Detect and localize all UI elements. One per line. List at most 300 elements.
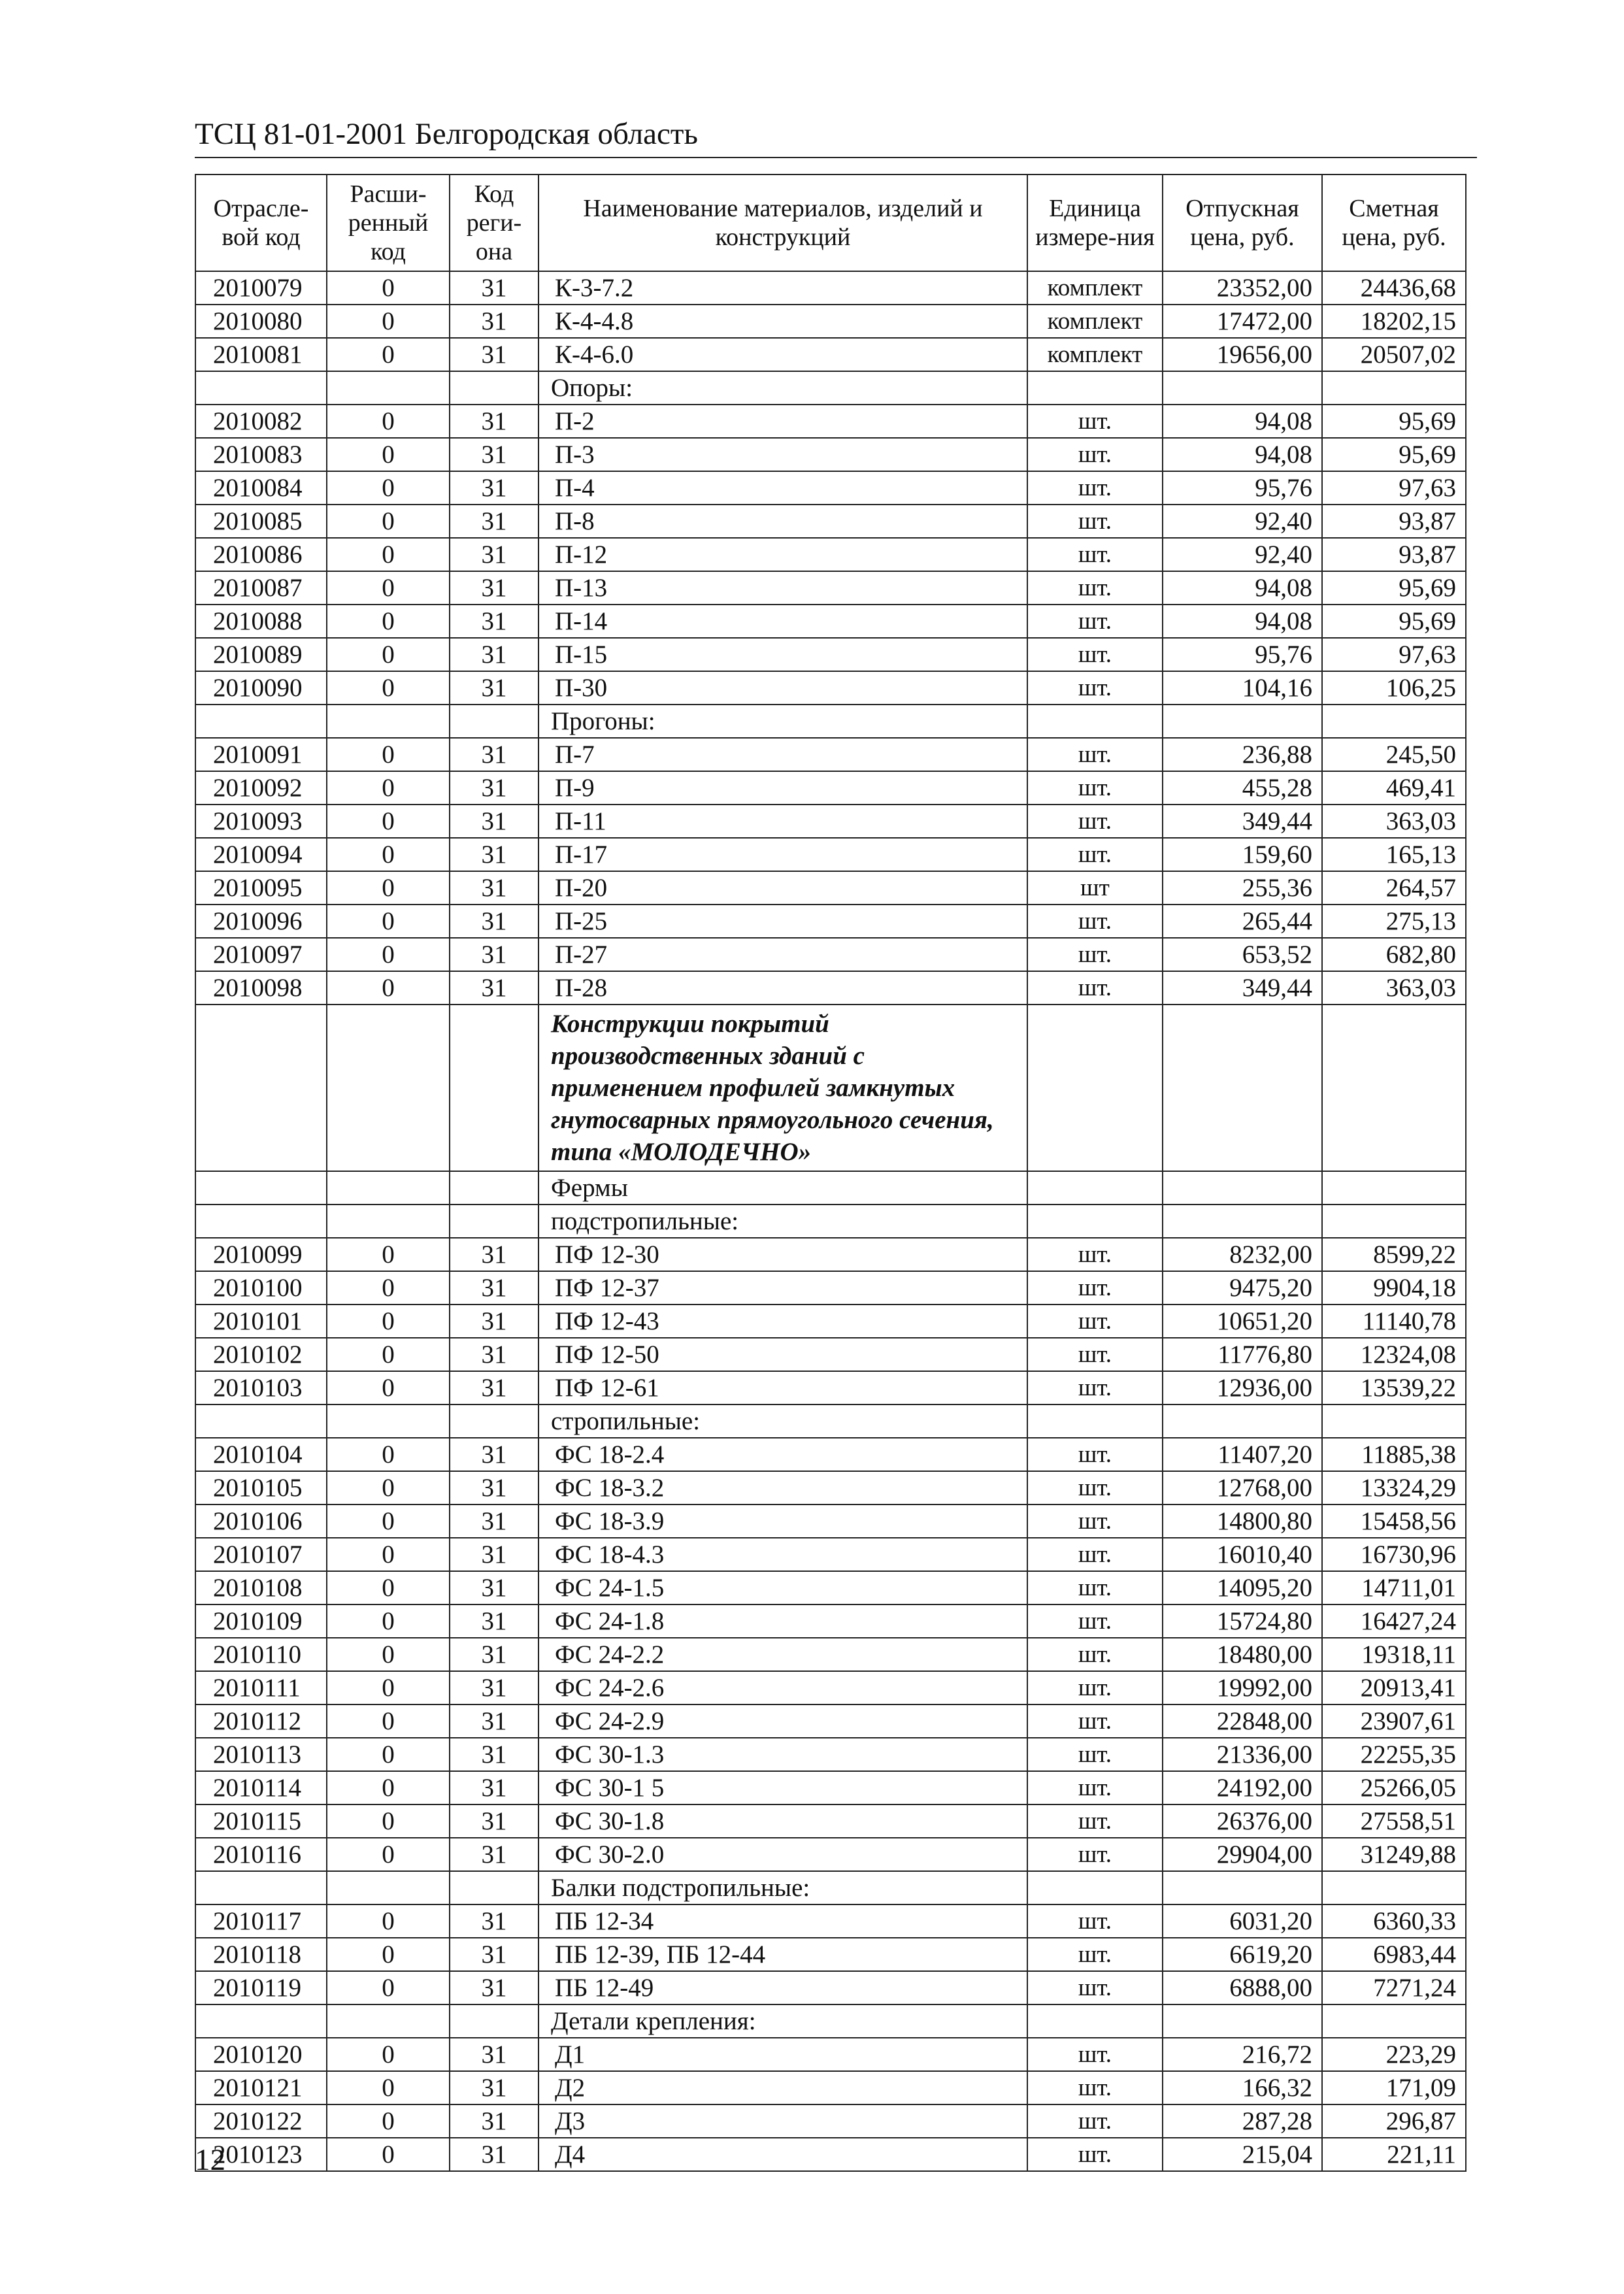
cell-region-code: 31 bbox=[450, 805, 539, 838]
cell-estimate-price: 165,13 bbox=[1322, 838, 1466, 871]
cell-sector-code: 2010105 bbox=[195, 1471, 327, 1504]
cell-extended-code bbox=[327, 1171, 450, 1205]
table-row bbox=[195, 571, 1466, 605]
cell-estimate-price: 245,50 bbox=[1322, 738, 1466, 771]
cell-region-code: 31 bbox=[450, 1804, 539, 1838]
cell-sector-code: 2010120 bbox=[195, 2038, 327, 2071]
cell-unit: шт. bbox=[1027, 671, 1163, 705]
cell-estimate-price: 11140,78 bbox=[1322, 1305, 1466, 1338]
cell-sector-code: 2010113 bbox=[195, 1738, 327, 1771]
cell-extended-code: 0 bbox=[327, 871, 450, 905]
cell-sector-code bbox=[195, 1405, 327, 1438]
cell-unit: шт. bbox=[1027, 2038, 1163, 2071]
cell-extended-code: 0 bbox=[327, 471, 450, 505]
cell-extended-code: 0 bbox=[327, 438, 450, 471]
cell-estimate-price: 363,03 bbox=[1322, 805, 1466, 838]
cell-sector-code: 2010116 bbox=[195, 1838, 327, 1871]
cell-region-code: 31 bbox=[450, 538, 539, 571]
cell-release-price: 12936,00 bbox=[1163, 1371, 1322, 1405]
cell-material-name: П-25 bbox=[539, 905, 1027, 938]
cell-extended-code: 0 bbox=[327, 905, 450, 938]
cell-unit: шт. bbox=[1027, 2104, 1163, 2138]
cell-sector-code: 2010094 bbox=[195, 838, 327, 871]
cell-extended-code: 0 bbox=[327, 838, 450, 871]
cell-unit: шт. bbox=[1027, 538, 1163, 571]
cell-material-name: П-4 bbox=[539, 471, 1027, 505]
cell-unit: шт. bbox=[1027, 638, 1163, 671]
cell-unit: шт. bbox=[1027, 1738, 1163, 1771]
table-row bbox=[195, 1738, 1466, 1771]
cell-material-name: ПБ 12-34 bbox=[539, 1904, 1027, 1938]
table-row bbox=[195, 1538, 1466, 1571]
cell-release-price bbox=[1163, 705, 1322, 738]
cell-sector-code: 2010091 bbox=[195, 738, 327, 771]
cell-sector-code: 2010079 bbox=[195, 271, 327, 305]
cell-region-code bbox=[450, 1871, 539, 1904]
table-row bbox=[195, 1271, 1466, 1305]
cell-extended-code: 0 bbox=[327, 571, 450, 605]
cell-estimate-price: 6983,44 bbox=[1322, 1938, 1466, 1971]
cell-material-name: ФС 18-3.9 bbox=[539, 1504, 1027, 1538]
cell-release-price: 159,60 bbox=[1163, 838, 1322, 871]
cell-extended-code: 0 bbox=[327, 1338, 450, 1371]
cell-region-code: 31 bbox=[450, 1904, 539, 1938]
cell-release-price: 653,52 bbox=[1163, 938, 1322, 971]
cell-region-code: 31 bbox=[450, 338, 539, 371]
cell-region-code: 31 bbox=[450, 871, 539, 905]
cell-material-name: ФС 24-2.2 bbox=[539, 1638, 1027, 1671]
cell-unit: шт. bbox=[1027, 805, 1163, 838]
cell-release-price bbox=[1163, 1171, 1322, 1205]
cell-region-code: 31 bbox=[450, 305, 539, 338]
cell-region-code: 31 bbox=[450, 838, 539, 871]
cell-unit: шт. bbox=[1027, 2138, 1163, 2171]
cell-sector-code: 2010108 bbox=[195, 1571, 327, 1604]
cell-release-price: 19656,00 bbox=[1163, 338, 1322, 371]
cell-release-price: 19992,00 bbox=[1163, 1671, 1322, 1704]
section-heading: Опоры: bbox=[539, 371, 1027, 405]
cell-material-name: П-13 bbox=[539, 571, 1027, 605]
cell-estimate-price: 23907,61 bbox=[1322, 1704, 1466, 1738]
cell-release-price bbox=[1163, 1205, 1322, 1238]
cell-unit: шт. bbox=[1027, 1271, 1163, 1305]
cell-region-code: 31 bbox=[450, 1471, 539, 1504]
cell-region-code bbox=[450, 1405, 539, 1438]
cell-extended-code: 0 bbox=[327, 1571, 450, 1604]
cell-extended-code: 0 bbox=[327, 638, 450, 671]
cell-estimate-price bbox=[1322, 1405, 1466, 1438]
column-header-material-name: Наименование материалов, изделий и конструкций bbox=[539, 175, 1027, 271]
cell-release-price: 95,76 bbox=[1163, 638, 1322, 671]
cell-estimate-price bbox=[1322, 371, 1466, 405]
cell-unit: шт. bbox=[1027, 471, 1163, 505]
cell-extended-code bbox=[327, 1871, 450, 1904]
cell-extended-code: 0 bbox=[327, 2138, 450, 2171]
cell-release-price: 11407,20 bbox=[1163, 1438, 1322, 1471]
cell-estimate-price: 97,63 bbox=[1322, 638, 1466, 671]
cell-extended-code bbox=[327, 1005, 450, 1171]
cell-estimate-price: 20913,41 bbox=[1322, 1671, 1466, 1704]
cell-region-code bbox=[450, 2004, 539, 2038]
cell-sector-code: 2010119 bbox=[195, 1971, 327, 2004]
table-row bbox=[195, 1604, 1466, 1638]
cell-region-code: 31 bbox=[450, 505, 539, 538]
cell-region-code: 31 bbox=[450, 971, 539, 1005]
cell-extended-code: 0 bbox=[327, 1271, 450, 1305]
cell-unit: шт. bbox=[1027, 505, 1163, 538]
cell-estimate-price: 6360,33 bbox=[1322, 1904, 1466, 1938]
cell-release-price: 26376,00 bbox=[1163, 1804, 1322, 1838]
cell-estimate-price bbox=[1322, 1871, 1466, 1904]
cell-extended-code bbox=[327, 1405, 450, 1438]
cell-region-code: 31 bbox=[450, 2071, 539, 2104]
cell-estimate-price: 16427,24 bbox=[1322, 1604, 1466, 1638]
cell-extended-code: 0 bbox=[327, 1371, 450, 1405]
table-row bbox=[195, 1638, 1466, 1671]
cell-unit: шт. bbox=[1027, 405, 1163, 438]
cell-material-name: П-15 bbox=[539, 638, 1027, 671]
cell-release-price: 255,36 bbox=[1163, 871, 1322, 905]
cell-material-name: П-14 bbox=[539, 605, 1027, 638]
cell-region-code: 31 bbox=[450, 1971, 539, 2004]
cell-region-code: 31 bbox=[450, 1371, 539, 1405]
table-row bbox=[195, 1704, 1466, 1738]
cell-sector-code: 2010106 bbox=[195, 1504, 327, 1538]
cell-unit bbox=[1027, 1871, 1163, 1904]
cell-material-name: ФС 24-2.9 bbox=[539, 1704, 1027, 1738]
cell-extended-code: 0 bbox=[327, 1604, 450, 1638]
cell-extended-code bbox=[327, 705, 450, 738]
cell-unit: шт. bbox=[1027, 971, 1163, 1005]
cell-region-code: 31 bbox=[450, 1571, 539, 1604]
cell-extended-code: 0 bbox=[327, 1938, 450, 1971]
table-row bbox=[195, 438, 1466, 471]
cell-estimate-price: 95,69 bbox=[1322, 405, 1466, 438]
cell-region-code bbox=[450, 1205, 539, 1238]
cell-sector-code: 2010123 bbox=[195, 2138, 327, 2171]
cell-sector-code bbox=[195, 705, 327, 738]
cell-sector-code: 2010104 bbox=[195, 1438, 327, 1471]
cell-estimate-price: 14711,01 bbox=[1322, 1571, 1466, 1604]
cell-region-code: 31 bbox=[450, 271, 539, 305]
cell-extended-code: 0 bbox=[327, 1305, 450, 1338]
section-row bbox=[195, 705, 1466, 738]
cell-extended-code: 0 bbox=[327, 671, 450, 705]
column-header-region-code: Код реги-она bbox=[450, 175, 539, 271]
cell-sector-code bbox=[195, 371, 327, 405]
cell-unit bbox=[1027, 1205, 1163, 1238]
cell-estimate-price: 171,09 bbox=[1322, 2071, 1466, 2104]
cell-sector-code: 2010097 bbox=[195, 938, 327, 971]
column-header-sector-code: Отрасле-вой код bbox=[195, 175, 327, 271]
cell-extended-code: 0 bbox=[327, 971, 450, 1005]
cell-material-name: П-8 bbox=[539, 505, 1027, 538]
cell-material-name: ПФ 12-61 bbox=[539, 1371, 1027, 1405]
cell-region-code bbox=[450, 705, 539, 738]
cell-unit: шт. bbox=[1027, 605, 1163, 638]
cell-region-code: 31 bbox=[450, 1504, 539, 1538]
cell-region-code: 31 bbox=[450, 738, 539, 771]
cell-release-price: 265,44 bbox=[1163, 905, 1322, 938]
cell-release-price: 166,32 bbox=[1163, 2071, 1322, 2104]
cell-sector-code: 2010081 bbox=[195, 338, 327, 371]
cell-estimate-price: 682,80 bbox=[1322, 938, 1466, 971]
cell-region-code: 31 bbox=[450, 1238, 539, 1271]
cell-sector-code: 2010114 bbox=[195, 1771, 327, 1804]
cell-extended-code: 0 bbox=[327, 1438, 450, 1471]
cell-extended-code: 0 bbox=[327, 1238, 450, 1271]
cell-region-code bbox=[450, 371, 539, 405]
cell-region-code: 31 bbox=[450, 1671, 539, 1704]
cell-unit: шт bbox=[1027, 871, 1163, 905]
cell-material-name: П-3 bbox=[539, 438, 1027, 471]
section-row bbox=[195, 2004, 1466, 2038]
cell-sector-code: 2010086 bbox=[195, 538, 327, 571]
table-row bbox=[195, 338, 1466, 371]
cell-release-price: 94,08 bbox=[1163, 438, 1322, 471]
cell-region-code bbox=[450, 1171, 539, 1205]
section-heading: подстропильные: bbox=[539, 1205, 1027, 1238]
cell-sector-code bbox=[195, 1171, 327, 1205]
cell-sector-code: 2010093 bbox=[195, 805, 327, 838]
cell-release-price: 94,08 bbox=[1163, 605, 1322, 638]
cell-extended-code: 0 bbox=[327, 1538, 450, 1571]
cell-material-name: П-9 bbox=[539, 771, 1027, 805]
section-heading: Прогоны: bbox=[539, 705, 1027, 738]
price-table bbox=[195, 174, 1467, 2172]
cell-release-price: 9475,20 bbox=[1163, 1271, 1322, 1305]
cell-sector-code: 2010089 bbox=[195, 638, 327, 671]
cell-release-price: 215,04 bbox=[1163, 2138, 1322, 2171]
table-row bbox=[195, 1438, 1466, 1471]
column-header-unit: Единица измере-ния bbox=[1027, 175, 1163, 271]
table-row bbox=[195, 638, 1466, 671]
cell-estimate-price: 93,87 bbox=[1322, 538, 1466, 571]
cell-release-price: 6031,20 bbox=[1163, 1904, 1322, 1938]
cell-material-name: П-11 bbox=[539, 805, 1027, 838]
cell-estimate-price: 15458,56 bbox=[1322, 1504, 1466, 1538]
cell-estimate-price: 296,87 bbox=[1322, 2104, 1466, 2138]
section-row bbox=[195, 1171, 1466, 1205]
cell-sector-code: 2010122 bbox=[195, 2104, 327, 2138]
cell-sector-code: 2010115 bbox=[195, 1804, 327, 1838]
cell-region-code: 31 bbox=[450, 2138, 539, 2171]
cell-release-price: 94,08 bbox=[1163, 405, 1322, 438]
table-row bbox=[195, 838, 1466, 871]
cell-extended-code: 0 bbox=[327, 1838, 450, 1871]
cell-estimate-price: 12324,08 bbox=[1322, 1338, 1466, 1371]
cell-extended-code: 0 bbox=[327, 738, 450, 771]
table-row bbox=[195, 605, 1466, 638]
section-row bbox=[195, 1871, 1466, 1904]
page-number: 12 bbox=[195, 2143, 225, 2177]
cell-unit: шт. bbox=[1027, 838, 1163, 871]
cell-unit bbox=[1027, 2004, 1163, 2038]
cell-unit: комплект bbox=[1027, 271, 1163, 305]
cell-release-price: 104,16 bbox=[1163, 671, 1322, 705]
cell-sector-code bbox=[195, 2004, 327, 2038]
cell-estimate-price: 13539,22 bbox=[1322, 1371, 1466, 1405]
cell-sector-code: 2010103 bbox=[195, 1371, 327, 1405]
cell-material-name: ФС 24-2.6 bbox=[539, 1671, 1027, 1704]
cell-unit: шт. bbox=[1027, 1938, 1163, 1971]
cell-region-code: 31 bbox=[450, 605, 539, 638]
cell-estimate-price: 11885,38 bbox=[1322, 1438, 1466, 1471]
table-row bbox=[195, 1904, 1466, 1938]
cell-material-name: Д4 bbox=[539, 2138, 1027, 2171]
cell-extended-code: 0 bbox=[327, 2104, 450, 2138]
cell-unit: шт. bbox=[1027, 1471, 1163, 1504]
table-row bbox=[195, 738, 1466, 771]
cell-sector-code: 2010102 bbox=[195, 1338, 327, 1371]
cell-extended-code: 0 bbox=[327, 1504, 450, 1538]
cell-sector-code: 2010098 bbox=[195, 971, 327, 1005]
cell-sector-code: 2010118 bbox=[195, 1938, 327, 1971]
cell-region-code: 31 bbox=[450, 1938, 539, 1971]
cell-release-price: 287,28 bbox=[1163, 2104, 1322, 2138]
cell-material-name: ФС 18-3.2 bbox=[539, 1471, 1027, 1504]
cell-extended-code: 0 bbox=[327, 505, 450, 538]
cell-extended-code bbox=[327, 2004, 450, 2038]
cell-material-name: Д3 bbox=[539, 2104, 1027, 2138]
cell-estimate-price: 27558,51 bbox=[1322, 1804, 1466, 1838]
table-row bbox=[195, 771, 1466, 805]
table-row bbox=[195, 471, 1466, 505]
cell-release-price bbox=[1163, 1871, 1322, 1904]
cell-unit bbox=[1027, 705, 1163, 738]
cell-release-price: 95,76 bbox=[1163, 471, 1322, 505]
cell-extended-code: 0 bbox=[327, 1638, 450, 1671]
table-row bbox=[195, 971, 1466, 1005]
cell-estimate-price: 363,03 bbox=[1322, 971, 1466, 1005]
cell-unit: шт. bbox=[1027, 1438, 1163, 1471]
cell-release-price: 17472,00 bbox=[1163, 305, 1322, 338]
cell-region-code: 31 bbox=[450, 1305, 539, 1338]
cell-unit bbox=[1027, 1005, 1163, 1171]
cell-release-price: 16010,40 bbox=[1163, 1538, 1322, 1571]
cell-unit: шт. bbox=[1027, 1804, 1163, 1838]
cell-estimate-price: 264,57 bbox=[1322, 871, 1466, 905]
cell-extended-code: 0 bbox=[327, 2071, 450, 2104]
cell-material-name: П-27 bbox=[539, 938, 1027, 971]
section-heading: Фермы bbox=[539, 1171, 1027, 1205]
cell-region-code: 31 bbox=[450, 1338, 539, 1371]
cell-sector-code bbox=[195, 1871, 327, 1904]
cell-release-price: 21336,00 bbox=[1163, 1738, 1322, 1771]
cell-region-code: 31 bbox=[450, 1771, 539, 1804]
cell-sector-code: 2010117 bbox=[195, 1904, 327, 1938]
table-row bbox=[195, 538, 1466, 571]
cell-extended-code: 0 bbox=[327, 1738, 450, 1771]
column-header-estimate-price: Сметная цена, руб. bbox=[1322, 175, 1466, 271]
cell-release-price: 12768,00 bbox=[1163, 1471, 1322, 1504]
cell-estimate-price: 93,87 bbox=[1322, 505, 1466, 538]
table-row bbox=[195, 305, 1466, 338]
page-header: ТСЦ 81-01-2001 Белгородская область bbox=[195, 115, 1477, 158]
table-row bbox=[195, 405, 1466, 438]
cell-release-price: 14800,80 bbox=[1163, 1504, 1322, 1538]
table-row bbox=[195, 1671, 1466, 1704]
cell-sector-code: 2010107 bbox=[195, 1538, 327, 1571]
table-row bbox=[195, 1504, 1466, 1538]
cell-estimate-price: 9904,18 bbox=[1322, 1271, 1466, 1305]
cell-sector-code: 2010121 bbox=[195, 2071, 327, 2104]
cell-estimate-price: 8599,22 bbox=[1322, 1238, 1466, 1271]
cell-estimate-price: 13324,29 bbox=[1322, 1471, 1466, 1504]
table-row bbox=[195, 1938, 1466, 1971]
table-row bbox=[195, 871, 1466, 905]
cell-extended-code: 0 bbox=[327, 771, 450, 805]
cell-estimate-price bbox=[1322, 1171, 1466, 1205]
cell-release-price: 11776,80 bbox=[1163, 1338, 1322, 1371]
column-header-release-price: Отпускная цена, руб. bbox=[1163, 175, 1322, 271]
cell-unit: шт. bbox=[1027, 1671, 1163, 1704]
table-row bbox=[195, 805, 1466, 838]
table-row bbox=[195, 1804, 1466, 1838]
cell-unit: шт. bbox=[1027, 1305, 1163, 1338]
cell-estimate-price: 18202,15 bbox=[1322, 305, 1466, 338]
cell-sector-code: 2010087 bbox=[195, 571, 327, 605]
cell-release-price bbox=[1163, 1405, 1322, 1438]
cell-unit: шт. bbox=[1027, 771, 1163, 805]
cell-release-price: 92,40 bbox=[1163, 538, 1322, 571]
cell-sector-code bbox=[195, 1005, 327, 1171]
cell-extended-code: 0 bbox=[327, 1804, 450, 1838]
cell-unit: шт. bbox=[1027, 1571, 1163, 1604]
cell-material-name: ФС 30-2.0 bbox=[539, 1838, 1027, 1871]
table-row bbox=[195, 505, 1466, 538]
cell-region-code: 31 bbox=[450, 905, 539, 938]
cell-region-code: 31 bbox=[450, 671, 539, 705]
cell-extended-code: 0 bbox=[327, 271, 450, 305]
cell-unit: шт. bbox=[1027, 905, 1163, 938]
cell-release-price: 10651,20 bbox=[1163, 1305, 1322, 1338]
section-heading: стропильные: bbox=[539, 1405, 1027, 1438]
cell-unit: шт. bbox=[1027, 738, 1163, 771]
table-body bbox=[195, 271, 1466, 2171]
cell-unit bbox=[1027, 1405, 1163, 1438]
cell-release-price: 15724,80 bbox=[1163, 1604, 1322, 1638]
cell-unit: шт. bbox=[1027, 438, 1163, 471]
cell-material-name: ПФ 12-50 bbox=[539, 1338, 1027, 1371]
cell-material-name: Д2 bbox=[539, 2071, 1027, 2104]
cell-region-code bbox=[450, 1005, 539, 1171]
cell-sector-code: 2010109 bbox=[195, 1604, 327, 1638]
table-row bbox=[195, 1305, 1466, 1338]
cell-material-name: ФС 24-1.5 bbox=[539, 1571, 1027, 1604]
cell-unit bbox=[1027, 371, 1163, 405]
cell-material-name: ПФ 12-37 bbox=[539, 1271, 1027, 1305]
cell-release-price bbox=[1163, 2004, 1322, 2038]
column-header-extended-code: Расши-ренный код bbox=[327, 175, 450, 271]
cell-estimate-price bbox=[1322, 705, 1466, 738]
cell-material-name: К-4-4.8 bbox=[539, 305, 1027, 338]
cell-extended-code: 0 bbox=[327, 805, 450, 838]
cell-release-price: 23352,00 bbox=[1163, 271, 1322, 305]
cell-release-price: 8232,00 bbox=[1163, 1238, 1322, 1271]
cell-material-name: П-17 bbox=[539, 838, 1027, 871]
cell-unit: шт. bbox=[1027, 1538, 1163, 1571]
cell-material-name: П-30 bbox=[539, 671, 1027, 705]
cell-release-price: 24192,00 bbox=[1163, 1771, 1322, 1804]
cell-material-name: П-7 bbox=[539, 738, 1027, 771]
table-row bbox=[195, 1571, 1466, 1604]
cell-extended-code: 0 bbox=[327, 305, 450, 338]
cell-sector-code: 2010099 bbox=[195, 1238, 327, 1271]
table-row bbox=[195, 271, 1466, 305]
cell-extended-code: 0 bbox=[327, 938, 450, 971]
cell-sector-code: 2010084 bbox=[195, 471, 327, 505]
